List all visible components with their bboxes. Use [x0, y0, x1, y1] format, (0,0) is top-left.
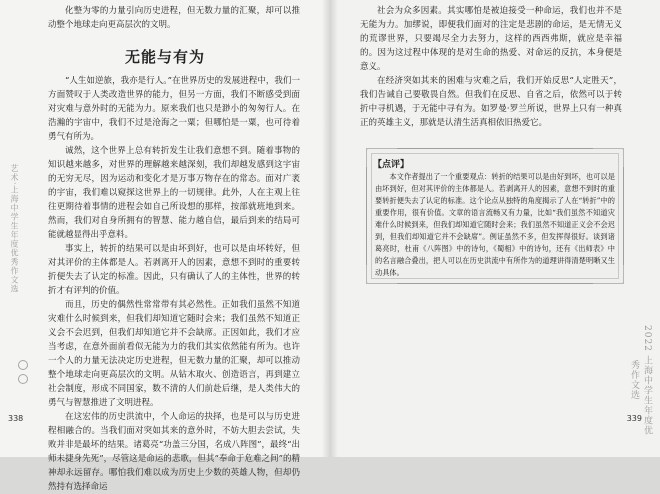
comment-title: 【点评】 [373, 160, 410, 170]
left-top-paragraph [48, 4, 300, 32]
right-page-number: 339 [626, 414, 642, 423]
left-paragraph-5: 在这宏伟的历史洪流中，个人命运的抉择，也是可以与历史进程相融合的。当我们面对突如其来的意外时，不妨大胆去尝试，失败并非是最坏的结果。诸葛亮“功盖三分国，名成八阵图”，最终“出师未捷身先死”，尽管这是命运的悲歌，但其“奉命于危难之间”的精神却永远留存。哪怕我们难以成为历史上少数的英雄人物，但却仍然持有选择命运 [48, 412, 300, 492]
left-paragraph-3: 事实上，转折的结果可以是由坏到好，也可以是由坏转好，但对其评价的主体都是人。若剥离开人的因素，意想不到时的重要转折便失去了认定的标准。因此，只有确认了人的主体性，世界的转折才有评判的价值。 [48, 244, 300, 296]
left-side-band: 艺术·上海中学生年度优秀作文选 [10, 163, 19, 294]
book-gutter [322, 0, 338, 457]
left-paragraph-2: 诚然，这个世界上总有转折发生让我们意想不到。随着事物的知识越来越多，对世界的理解越来越深刻，我们却越发感到这宇宙的无穷无尽，因为运动和变化才是万事万物存在的常态。面对广袤的宇宙，我们难以窥探这世界上的一切规律。此外，人在主观上往往更期待着事情的进程会如自己所设想的那样，按部就班地到来。然而，我们对自身所拥有的智慧、能力越自信，最后到来的结局可能就越显得出乎意料。 [48, 146, 300, 240]
corner-ornament-icon [593, 148, 624, 167]
comment-paragraph: 本文作者提出了一个重要观点：转折的结果可以是由好到坏，也可以是由坏到好，但对其评价的主体都是人。若剥离开人的因素，意想不到时的重要转折便失去了认定的标准。这个论点从独特的角度揭示了人在“转折”中的重要作用，很有价值。文章的语言流畅又有力量，比如“我们虽然不知道灾难什么时候到来，但我们却知道它随时会来；我们虽然不知道正义会不会迟到，但我们却知道它并不会缺席”。例证虽然不多，但发挥得很好。谈到诸葛亮时，杜甫《八阵图》中的诗句，《蜀相》中的诗句，还有《出师表》中的名言融合叠出，把人可以在历史洪流中有所作为的道理讲得清楚明晰又生动具体。 [375, 172, 615, 277]
essay-title: 无能与有为 [124, 48, 205, 66]
right-page [330, 0, 660, 457]
comment-body [375, 171, 615, 279]
left-body [48, 74, 300, 494]
left-paragraph-4: 而且，历史的偶然性常常带有其必然性。正如我们虽然不知道灾难什么时候到来，但我们却知道它随时会来；我们虽然不知道正义会不会迟到，但我们却知道它并不会缺席。正因如此，我们才应当考虑，在意外面前看似无能为力的我们其实依然能有所为。也许一个人的力量无法决定历史进程，但无数力量的汇聚，却可以推动整个地球走向更高层次的文明。从钻木取火、创造语言，再到建立社会制度，形成不同国家，数不清的人们前赴后继，是人类伟大的勇气与智慧推进了文明进程。 [48, 300, 300, 408]
right-body [360, 4, 622, 130]
left-paragraph-1: “人生如逆旅，我亦是行人。”在世界历史的发展进程中，我们一方面赞叹于人类改造世界的能力，但另一方面，我们不断感受到面对灾难与意外时的无能为力。原来我们也只是渺小的匆匆行人。在浩瀚的宇宙中，我们不过是沧海之一粟；但哪怕是一粟，也可待着勇气有所为。 [48, 76, 300, 142]
right-paragraph-2: 在经济突如其来的困难与灾难之后，我们开始反思“人定胜天”，我们告诫自己要敬畏自然。但我们在反思、自省之后，依然可以于转折中寻机遇，于无能中寻有为。如罗曼·罗兰所说，世界上只有一种真正的英雄主义，那就是认清生活真相依旧热爱它。 [360, 76, 622, 128]
right-side-band: 2022 上海中学生年度优秀作文选 [629, 324, 652, 436]
left-page [0, 0, 330, 492]
left-page-number: 338 [8, 414, 24, 423]
comment-box [366, 148, 624, 284]
left-top-text: 化整为零的力量引向历史进程，但无数力量的汇聚，却可以推动整个地球走向更高层次的文明。 [48, 6, 300, 30]
right-paragraph-1: 社会为众多因素。其实哪怕是被迫接受一种命运，我们也并不是无能为力。加缪说，即便我们面对的注定是悲剧的命运，是无情无义的荒谬世界，只要竭尽全力去努力，这样的西西弗斯，就应是幸福的。因为这过程中体现的是对生命的热爱、对命运的反抗，本身便是意义。 [360, 6, 622, 72]
margin-ornament-icon [18, 374, 28, 384]
margin-ornament-icon [18, 360, 28, 370]
